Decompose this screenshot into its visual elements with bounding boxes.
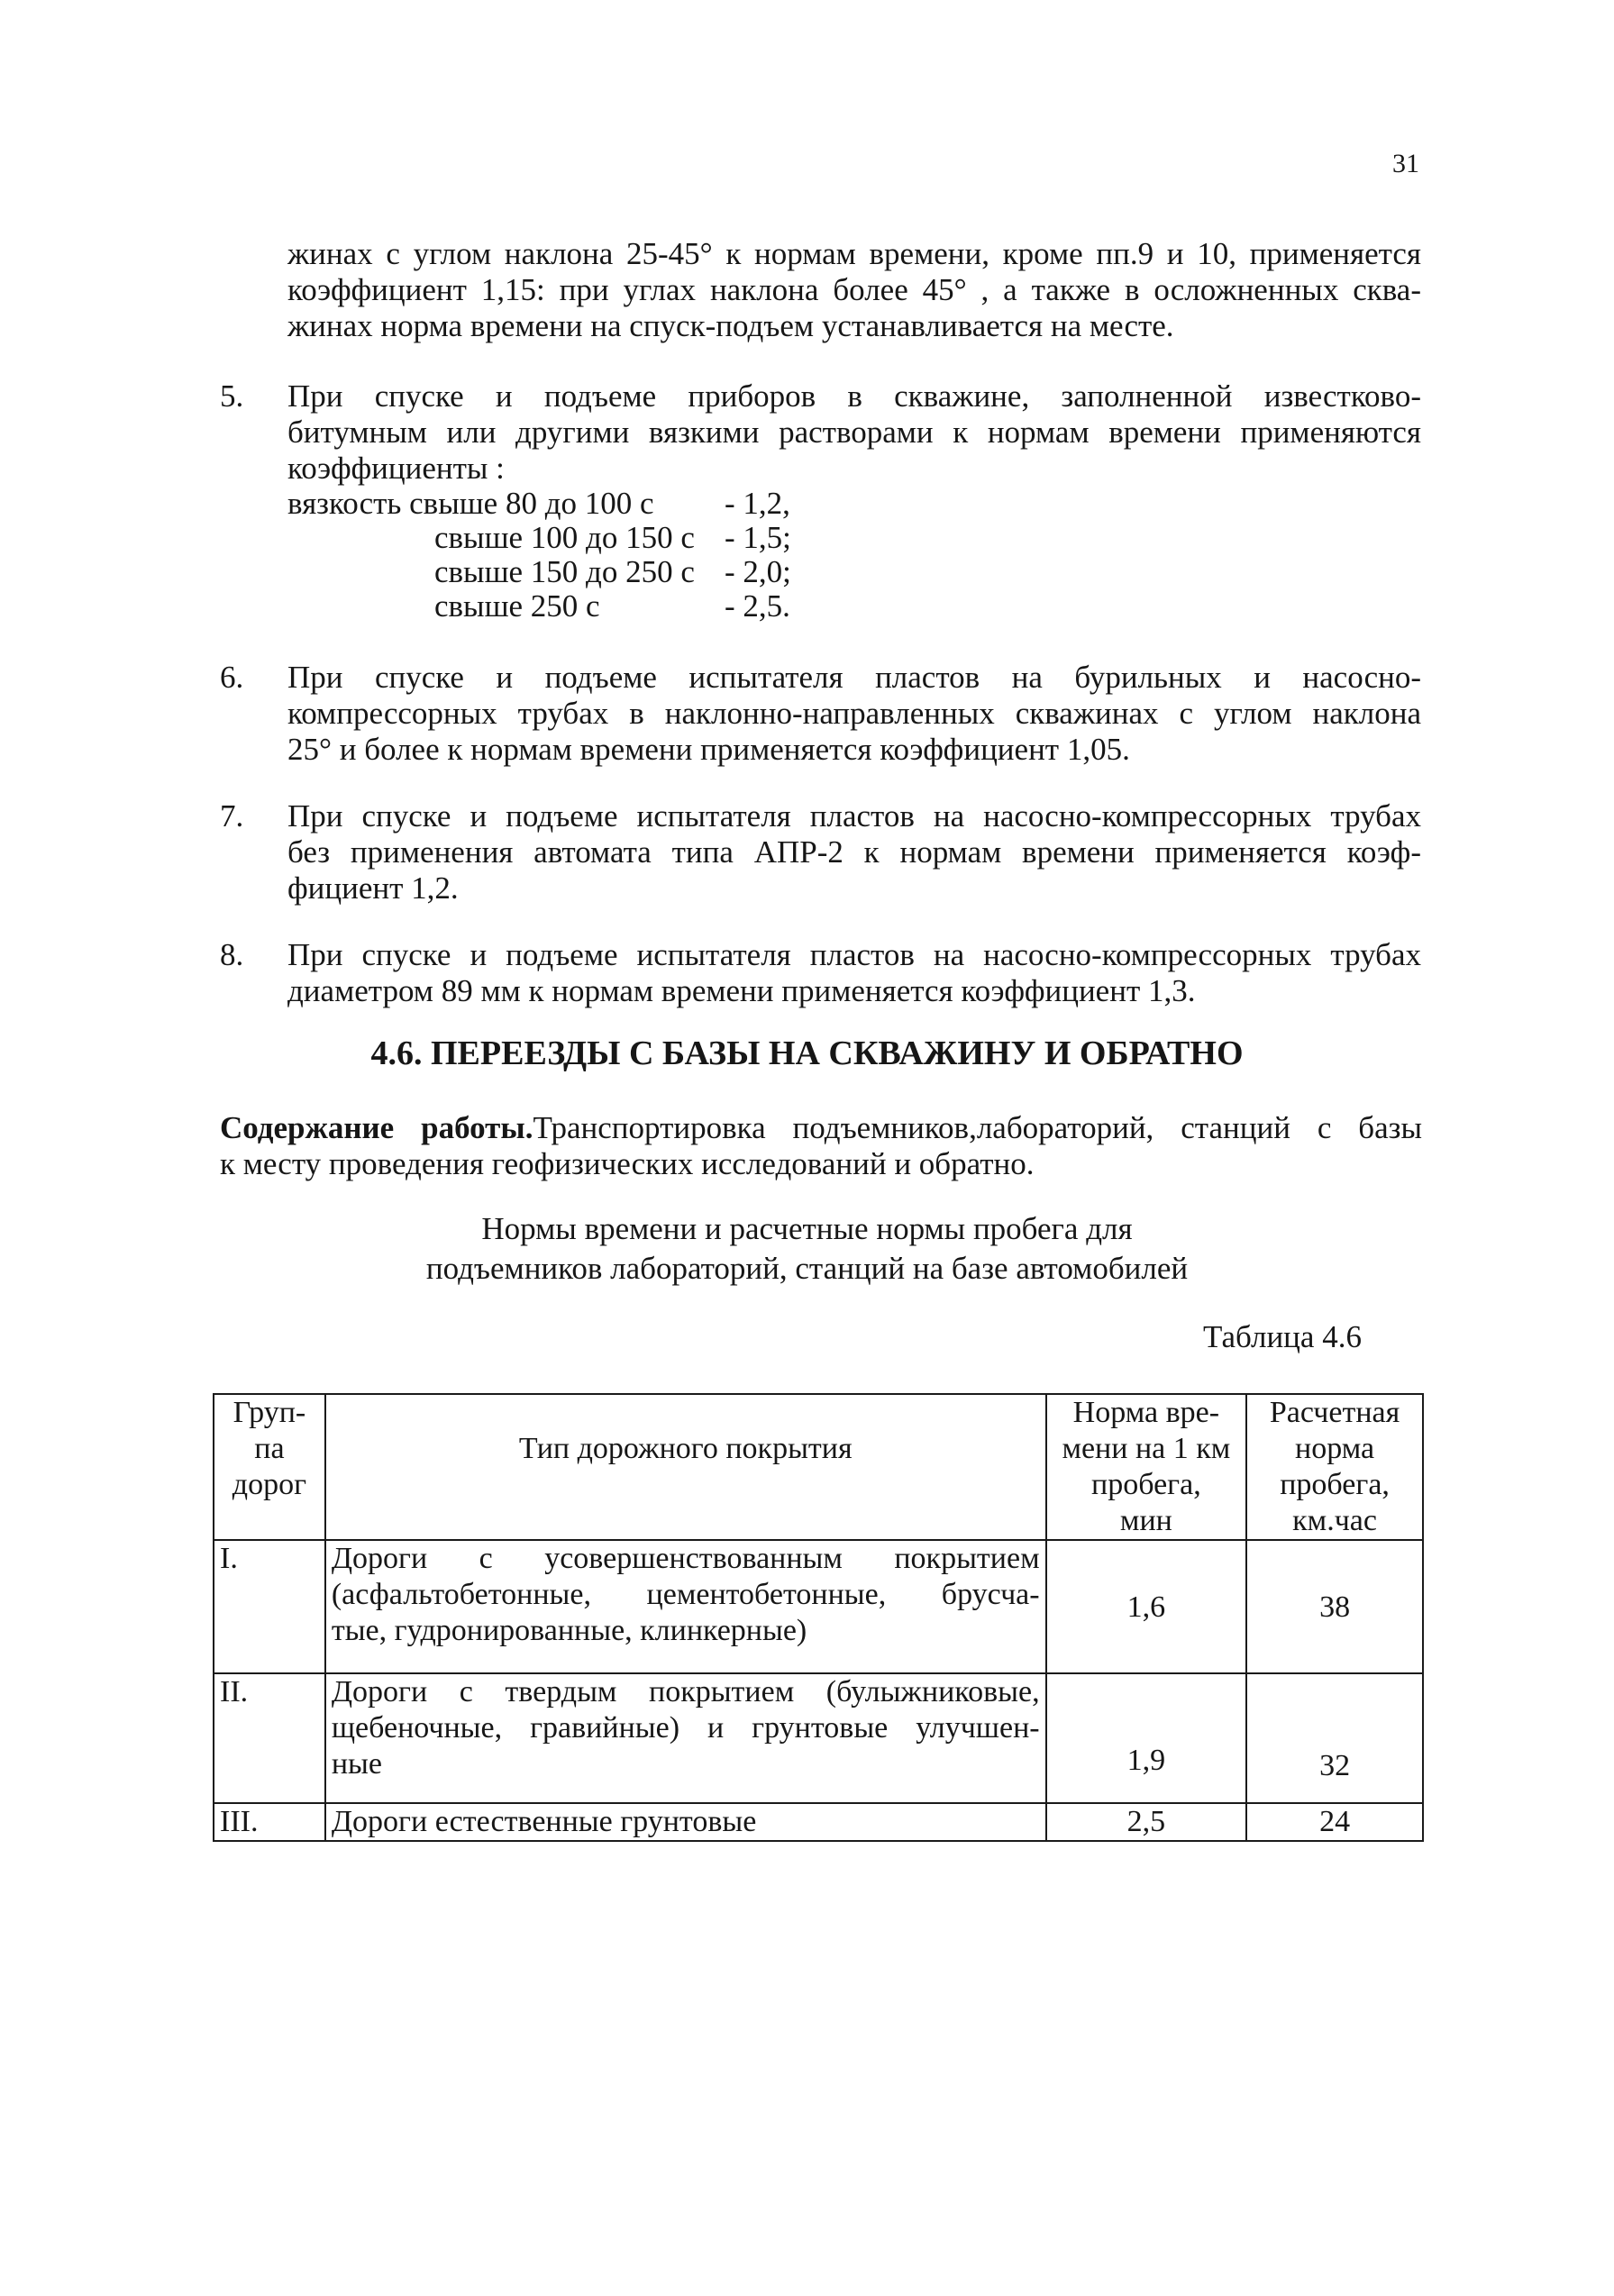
viscosity-label: свыше 100 до 150 с — [434, 520, 695, 555]
cell-group: II. — [214, 1673, 325, 1803]
text-line: битумным или другими вязкими растворами к нормам времени применяются — [287, 415, 1421, 450]
text-line: диаметром 89 мм к нормам времени применяется коэффициент 1,3. — [287, 973, 1196, 1008]
item-number: 5. — [220, 378, 244, 414]
cell-type — [325, 1673, 1046, 1803]
text-line: 25° и более к нормам времени применяется коэффициент 1,05. — [287, 732, 1130, 767]
text-line: Дороги с твердым покрытием (булыжниковые, — [331, 1675, 1040, 1708]
content-paragraph — [220, 1109, 1422, 1181]
header-mileage — [1246, 1394, 1423, 1540]
viscosity-label: свыше 150 до 250 с — [434, 554, 695, 589]
viscosity-value: - 1,2, — [725, 486, 790, 521]
text-line: тые, гудронированные, клинкерные) — [331, 1614, 807, 1647]
header-line: дорог — [232, 1468, 307, 1501]
table-row — [214, 1540, 1423, 1673]
cell-mileage: 38 — [1246, 1540, 1423, 1673]
cell-type: Дороги естественные грунтовые — [325, 1803, 1046, 1841]
viscosity-list — [287, 487, 918, 631]
header-line: Груп- — [233, 1396, 306, 1429]
header-line: пробега, — [1091, 1468, 1201, 1501]
text-line — [220, 1109, 1422, 1145]
cell-type — [325, 1540, 1046, 1673]
cell-group: I. — [214, 1540, 325, 1673]
norms-table — [213, 1393, 1424, 1842]
text-line: к месту проведения геофизических исследований и обратно. — [220, 1146, 1035, 1181]
viscosity-label: вязкость свыше 80 до 100 с — [287, 486, 654, 521]
table-header-row — [214, 1394, 1423, 1540]
text-line: При спуске и подъеме испытателя пластов на насосно-компрессорных трубах — [287, 937, 1421, 972]
text-line: без применения автомата типа АПР-2 к нормам времени применяется коэф- — [287, 834, 1421, 870]
header-line: км.час — [1292, 1504, 1377, 1537]
text-line: коэффициенты : — [287, 451, 505, 486]
cell-norm: 1,9 — [1046, 1673, 1247, 1803]
item-number: 6. — [220, 660, 244, 695]
text-line: Дороги с усовершенствованным покрытием — [331, 1542, 1040, 1575]
header-line: Тип дорожного покрытия — [518, 1432, 853, 1465]
viscosity-value: - 2,0; — [725, 554, 791, 589]
text-line: щебеночные, гравийные) и грунтовые улучшен- — [331, 1711, 1040, 1745]
header-type — [325, 1394, 1046, 1540]
header-line: мин — [1119, 1504, 1172, 1537]
text-line: При спуске и подъеме приборов в скважине, заполненной известково- — [287, 378, 1421, 414]
table-label: Таблица 4.6 — [1203, 1319, 1362, 1354]
header-group — [214, 1394, 325, 1540]
content-label: Содержание работы. — [220, 1110, 533, 1145]
viscosity-value: - 1,5; — [725, 520, 791, 555]
cell-norm: 2,5 — [1046, 1803, 1247, 1841]
header-line: па — [254, 1432, 285, 1465]
text-line: При спуске и подъеме испытателя пластов на насосно-компрессорных трубах — [287, 798, 1421, 834]
header-norm — [1046, 1394, 1247, 1540]
header-spacer — [220, 1503, 319, 1539]
viscosity-value: - 2,5. — [725, 588, 790, 624]
text-line: фициент 1,2. — [287, 870, 459, 906]
cell-mileage: 24 — [1246, 1803, 1423, 1841]
header-line: Расчетная — [1269, 1396, 1400, 1429]
page-number: 31 — [1392, 149, 1419, 178]
caption-line: подъемников лабораторий, станций на базе автомобилей — [425, 1251, 1189, 1286]
text-line: При спуске и подъеме испытателя пластов на бурильных и насосно- — [287, 660, 1421, 695]
table-row — [214, 1803, 1423, 1841]
text-line: (асфальтобетонные, цементобетонные, брусча- — [331, 1578, 1040, 1611]
item-number: 7. — [220, 798, 244, 834]
row-spacer — [332, 1782, 1040, 1802]
content-text: Транспортировка подъемников,лабораторий, станций с базы — [533, 1110, 1422, 1145]
viscosity-label: свыше 250 с — [434, 588, 600, 624]
text-line: ные — [331, 1747, 382, 1781]
header-line: Норма вре- — [1072, 1396, 1220, 1429]
cell-norm: 1,6 — [1046, 1540, 1247, 1673]
text-line: компрессорных трубах в наклонно-направленных скважинах с углом наклона — [287, 696, 1421, 731]
table-caption — [0, 1209, 1614, 1289]
text-line: жинах с углом наклона 25-45° к нормам времени, кроме пп.9 и 10, применяется — [287, 236, 1421, 271]
row-spacer — [332, 1649, 1040, 1672]
text-line: коэффициент 1,15: при углах наклона более 45° , а также в осложненных сква- — [287, 272, 1421, 307]
table-row — [214, 1673, 1423, 1803]
header-line: норма — [1295, 1432, 1375, 1465]
continuation-paragraph — [287, 236, 1421, 344]
header-line: мени на 1 км — [1062, 1432, 1231, 1465]
section-heading: 4.6. ПЕРЕЕЗДЫ С БАЗЫ НА СКВАЖИНУ И ОБРАТНО — [370, 1034, 1244, 1072]
header-line: пробега, — [1280, 1468, 1390, 1501]
cell-group: III. — [214, 1803, 325, 1841]
text-line: жинах норма времени на спуск-подъем устанавливается на месте. — [287, 308, 1174, 343]
item-number: 8. — [220, 937, 244, 972]
caption-line: Нормы времени и расчетные нормы пробега для — [481, 1211, 1133, 1246]
cell-mileage: 32 — [1246, 1673, 1423, 1803]
